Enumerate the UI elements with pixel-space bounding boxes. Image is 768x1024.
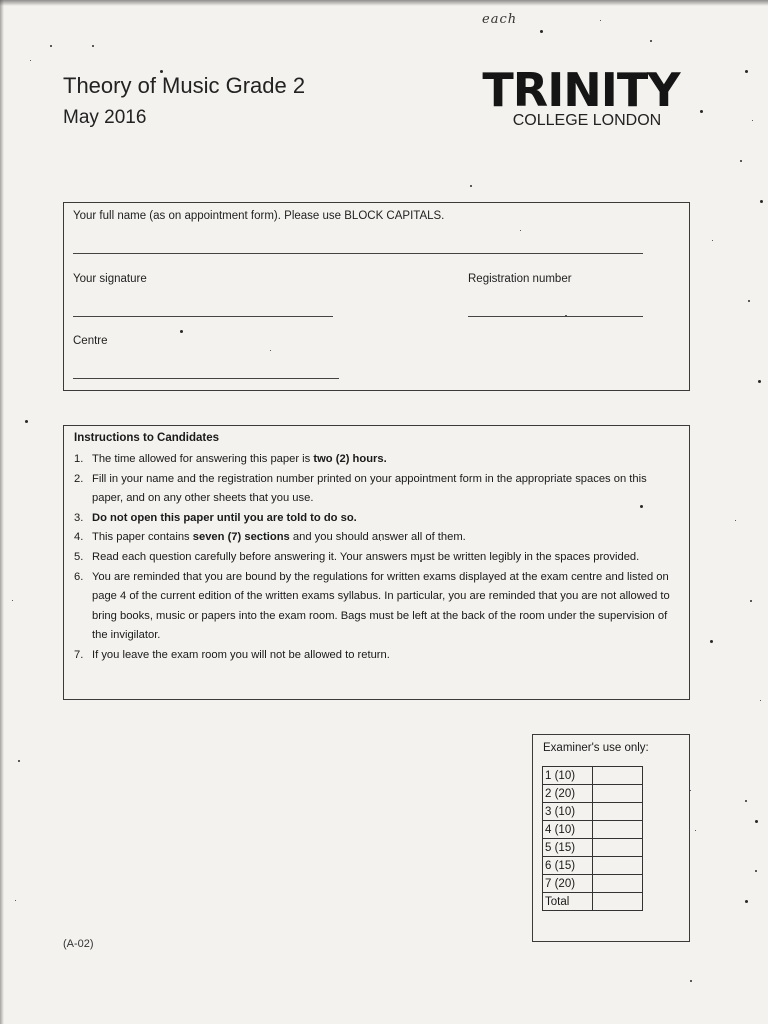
instruction-text — [92, 509, 679, 529]
instruction-text — [92, 470, 679, 509]
instructions-title: Instructions to Candidates — [74, 432, 220, 444]
instruction-text — [92, 548, 679, 568]
signature-label: Your signature — [73, 273, 147, 285]
instruction-number: 4. — [74, 531, 84, 544]
marks-row — [543, 839, 643, 857]
marks-question: 3 (10) — [543, 803, 593, 821]
marks-row — [543, 857, 643, 875]
scan-speck — [700, 110, 703, 113]
marks-score-cell[interactable] — [593, 839, 643, 857]
scan-speck — [752, 120, 753, 121]
marks-score-cell[interactable] — [593, 893, 643, 911]
instruction-number: 5. — [74, 550, 84, 563]
marks-row — [543, 875, 643, 893]
instruction-item — [74, 646, 679, 666]
instruction-item — [74, 470, 679, 509]
marks-row — [543, 767, 643, 785]
scan-speck — [695, 830, 696, 831]
logo-wordmark: TRINITY — [482, 63, 680, 117]
instructions-list — [74, 450, 679, 666]
instruction-number: 2. — [74, 472, 84, 485]
instruction-fragment: and you should answer all of them. — [289, 531, 466, 544]
instruction-text — [92, 450, 679, 470]
marks-question: 5 (15) — [543, 839, 593, 857]
marks-row — [543, 803, 643, 821]
scan-speck — [18, 760, 20, 762]
instruction-fragment: Read each question carefully before answering it. Your answers must be written legibly in the spaces provided. — [92, 550, 640, 563]
instruction-text — [92, 528, 679, 548]
paper-date: May 2016 — [63, 107, 147, 128]
marks-question: 7 (20) — [543, 875, 593, 893]
instruction-number: 3. — [74, 511, 84, 524]
handwritten-note: each — [482, 12, 518, 27]
instructions-box — [63, 425, 690, 700]
scan-top-edge — [0, 0, 768, 6]
scan-speck — [470, 185, 472, 187]
marks-score-cell[interactable] — [593, 857, 643, 875]
instruction-fragment: Fill in your name and the registration number printed on your appointment form in the appropriate spaces on this paper, and on any other sheets that you use. — [92, 472, 647, 505]
scan-speck — [30, 60, 31, 61]
instruction-number: 7. — [74, 648, 84, 661]
paper-title: Theory of Music Grade 2 — [63, 73, 306, 98]
marks-score-cell[interactable] — [593, 821, 643, 839]
instruction-emphasis: Do not open this paper until you are told to do so. — [92, 511, 357, 524]
scan-speck — [710, 640, 713, 643]
scan-speck — [745, 70, 748, 73]
registration-field[interactable] — [468, 316, 643, 317]
marks-row — [543, 893, 643, 911]
scan-speck — [758, 380, 761, 383]
scan-left-edge — [0, 0, 4, 1024]
scan-speck — [740, 160, 742, 162]
scan-speck — [760, 700, 761, 701]
scan-speck — [92, 45, 94, 47]
marks-row — [543, 821, 643, 839]
scan-speck — [745, 900, 748, 903]
instruction-fragment: If you leave the exam room you will not be allowed to return. — [92, 648, 390, 661]
examiner-use-box — [532, 734, 690, 942]
marks-question: 2 (20) — [543, 785, 593, 803]
marks-question: Total — [543, 893, 593, 911]
scan-speck — [755, 870, 757, 872]
centre-label: Centre — [73, 335, 108, 347]
marks-question: 1 (10) — [543, 767, 593, 785]
scan-speck — [15, 900, 16, 901]
instruction-text — [92, 568, 679, 646]
registration-label: Registration number — [468, 273, 572, 285]
name-field[interactable] — [73, 253, 643, 254]
marks-question: 4 (10) — [543, 821, 593, 839]
scan-speck — [690, 980, 692, 982]
marks-table — [542, 766, 643, 911]
instruction-item — [74, 528, 679, 548]
instruction-fragment: The time allowed for answering this paper is — [92, 453, 314, 465]
scan-speck — [748, 300, 750, 302]
marks-row — [543, 785, 643, 803]
instruction-emphasis: seven (7) sections — [192, 531, 290, 544]
marks-question: 6 (15) — [543, 857, 593, 875]
scan-speck — [50, 45, 52, 47]
examiner-title: Examiner's use only: — [543, 742, 649, 754]
instruction-item — [74, 548, 679, 568]
scan-speck — [735, 520, 736, 521]
trinity-logo — [472, 63, 690, 130]
instruction-item — [74, 568, 679, 646]
marks-score-cell[interactable] — [593, 803, 643, 821]
instruction-text — [92, 646, 679, 666]
paper-code: (A-02) — [63, 938, 94, 950]
marks-score-cell[interactable] — [593, 785, 643, 803]
scan-speck — [600, 20, 601, 21]
marks-score-cell[interactable] — [593, 767, 643, 785]
instruction-item — [74, 509, 679, 529]
scan-speck — [540, 30, 543, 33]
instruction-fragment: This paper contains — [92, 531, 193, 544]
scan-speck — [25, 420, 28, 423]
instruction-fragment: You are reminded that you are bound by the regulations for written exams displayed at the exam centre and listed on page 4 of the current edition of the written exams syllabus. In particular, you are reminded that you are not allowed to bring books, music or papers into the exam room. Bags must be left at the back of the room under the supervision of the invigilator. — [92, 570, 670, 642]
instruction-emphasis: two (2) hours. — [313, 453, 387, 465]
candidate-details-box — [63, 202, 690, 391]
signature-field[interactable] — [73, 316, 333, 317]
scan-speck — [760, 200, 763, 203]
centre-field[interactable] — [73, 378, 339, 379]
scan-speck — [690, 790, 691, 791]
name-label: Your full name (as on appointment form). Please use BLOCK CAPITALS. — [73, 210, 445, 222]
scan-speck — [745, 800, 747, 802]
scan-speck — [12, 600, 13, 601]
scan-speck — [755, 820, 758, 823]
instruction-number: 1. — [74, 453, 84, 465]
instruction-item — [74, 450, 679, 470]
logo-subtitle: COLLEGE LONDON — [512, 112, 662, 129]
scan-speck — [650, 40, 652, 42]
instruction-number: 6. — [74, 570, 84, 583]
scan-speck — [750, 600, 752, 602]
marks-score-cell[interactable] — [593, 875, 643, 893]
scan-speck — [712, 240, 713, 241]
